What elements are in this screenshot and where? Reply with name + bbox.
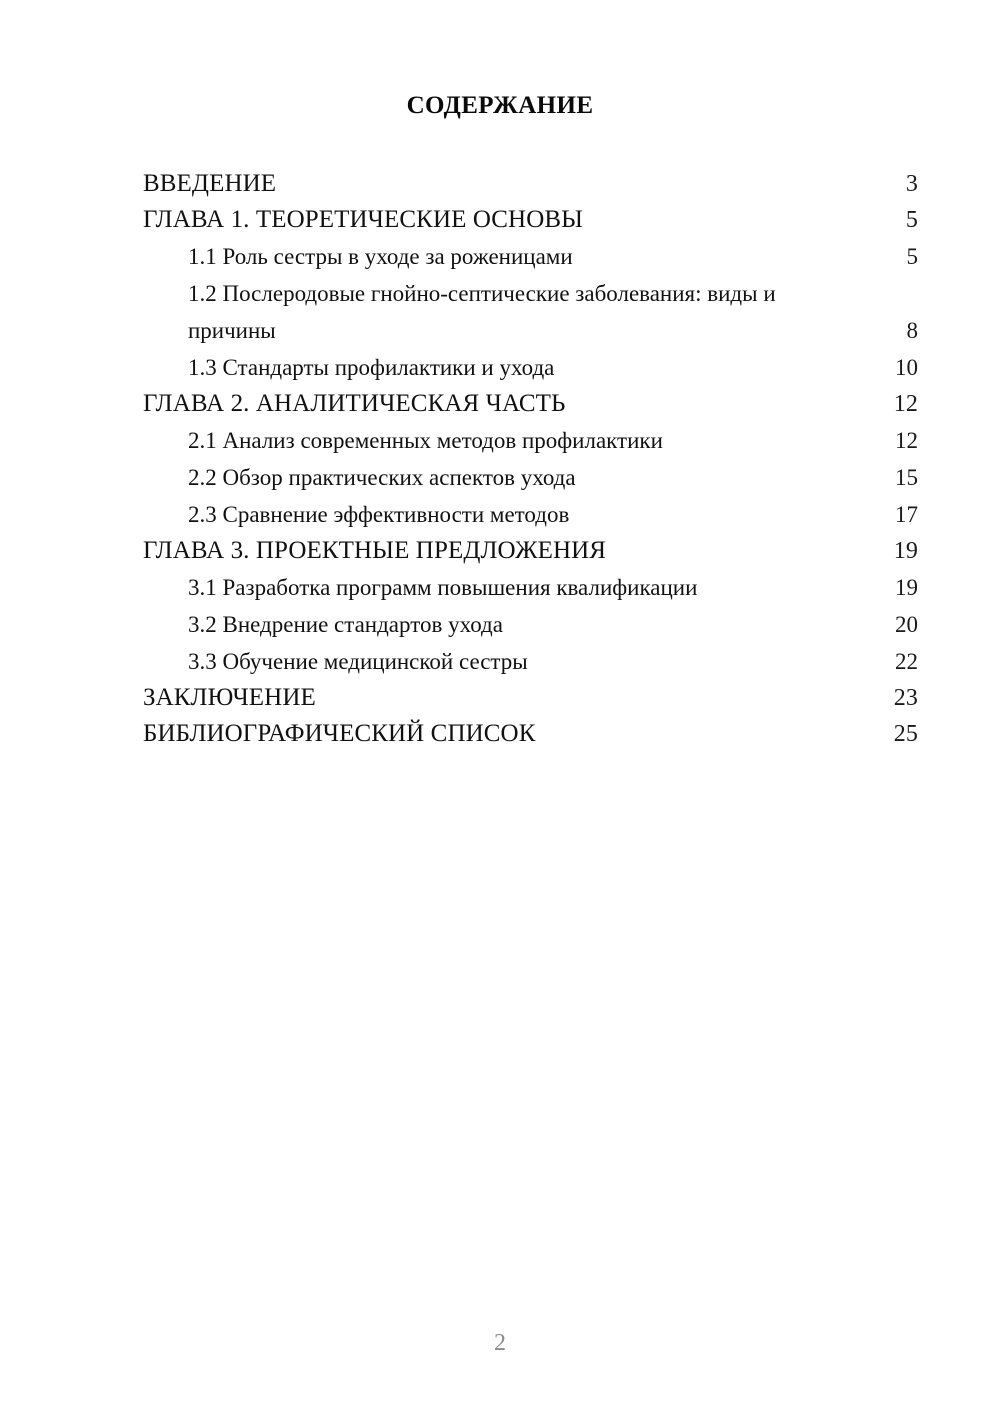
toc-entry-label: ГЛАВА 1. ТЕОРЕТИЧЕСКИЕ ОСНОВЫ [143, 206, 584, 233]
footer-page-number: 2 [494, 1330, 506, 1356]
toc-entry[interactable] [143, 496, 918, 533]
toc-entry[interactable] [143, 275, 918, 349]
toc-entry-label: ЗАКЛЮЧЕНИЕ [143, 684, 316, 711]
toc-entry-page-number: 20 [895, 612, 918, 637]
toc-entry-label: 1.1 Роль сестры в уходе за роженицами [188, 244, 573, 269]
toc-entry-label: ГЛАВА 3. ПРОЕКТНЫЕ ПРЕДЛОЖЕНИЯ [143, 537, 607, 564]
toc-entry-label: ВВЕДЕНИЕ [143, 170, 277, 197]
table-of-contents [143, 166, 918, 752]
toc-entry-page-number: 22 [895, 649, 918, 674]
toc-entry[interactable] [143, 349, 918, 386]
toc-entry-page-number: 12 [893, 391, 918, 417]
toc-entry[interactable] [143, 459, 918, 496]
toc-entry-page-number: 23 [893, 685, 918, 711]
toc-entry-label: ГЛАВА 2. АНАЛИТИЧЕСКАЯ ЧАСТЬ [143, 390, 566, 417]
toc-entry[interactable] [143, 643, 918, 680]
toc-entry-label: 2.1 Анализ современных методов профилактики [188, 428, 663, 453]
toc-entry-page-number: 25 [893, 721, 918, 747]
toc-entry[interactable] [143, 716, 918, 752]
toc-entry-label: 2.2 Обзор практических аспектов ухода [188, 465, 576, 490]
toc-entry[interactable] [143, 166, 918, 202]
toc-entry-page-number: 8 [906, 318, 918, 343]
toc-entry-page-number: 10 [895, 355, 918, 380]
toc-entry-page-number: 5 [906, 244, 918, 269]
toc-entry-label: 3.2 Внедрение стандартов ухода [188, 612, 503, 637]
toc-entry[interactable] [143, 386, 918, 422]
toc-entry-page-number: 19 [895, 575, 918, 600]
toc-entry-page-number: 15 [895, 465, 918, 490]
toc-entry-label: БИБЛИОГРАФИЧЕСКИЙ СПИСОК [143, 720, 536, 747]
toc-entry-page-number: 12 [895, 428, 918, 453]
toc-entry-label: 3.1 Разработка программ повышения квалификации [188, 575, 698, 600]
toc-entry-page-number: 17 [895, 502, 918, 527]
toc-entry-label: 1.3 Стандарты профилактики и ухода [188, 355, 555, 380]
toc-entry[interactable] [143, 569, 918, 606]
toc-entry[interactable] [143, 422, 918, 459]
page-title: СОДЕРЖАНИЕ [406, 92, 594, 119]
toc-entry[interactable] [143, 680, 918, 716]
toc-entry-label: 2.3 Сравнение эффективности методов [188, 502, 570, 527]
toc-entry[interactable] [143, 202, 918, 238]
toc-entry[interactable] [143, 238, 918, 275]
toc-entry-page-number: 3 [905, 171, 918, 197]
toc-entry-page-number: 5 [905, 207, 918, 233]
toc-entry-label: 3.3 Обучение медицинской сестры [188, 649, 528, 674]
toc-entry[interactable] [143, 606, 918, 643]
toc-entry-page-number: 19 [893, 538, 918, 564]
toc-entry-label: 1.2 Послеродовые гнойно-септические заболевания: виды и причины [188, 281, 776, 343]
toc-entry[interactable] [143, 533, 918, 569]
